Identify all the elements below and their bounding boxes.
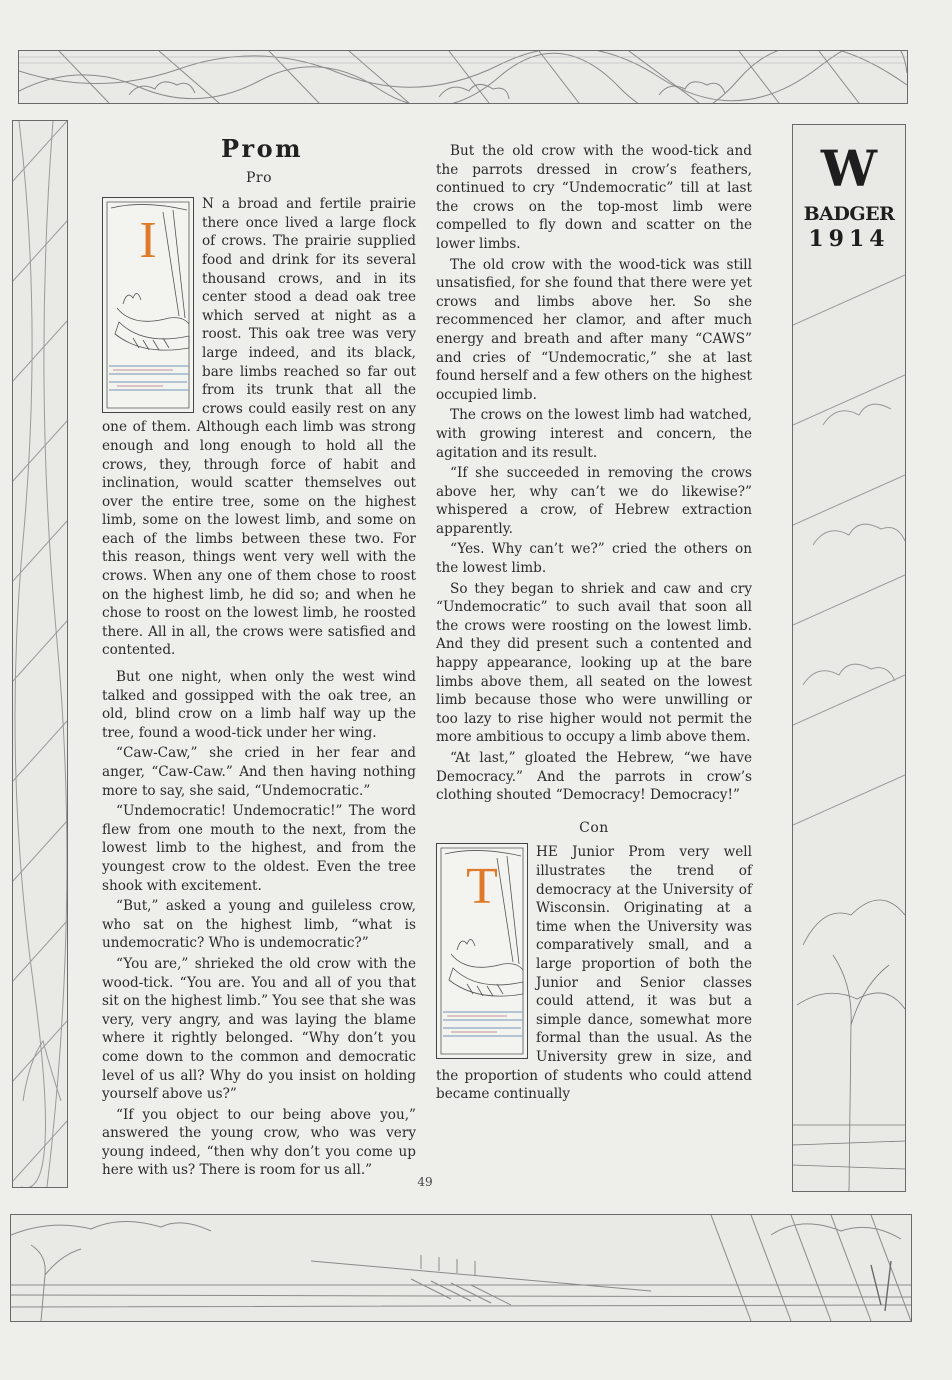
pro-lead-paragraph: N a broad and fertile prairie there once lived a large flock of crows. The prairie supplied food and drink for its several thousand crows, and in its center stood a dead oak tree which served at night as a roost. This oak tree was very large indeed, and its black, bare limbs reached so far out from its trunk that all the crows could easily rest on any one of them. Although each limb was strong enough and long enough to hold all the crows, they, through force of habit and inclination, would scatter themselves out over the entire tree, some on the highest limb, some on the lowest limb, and some on each of the limbs between these two. For this reason, things went very well with the crows. When any one of them chose to roost on the highest limb, he did so; and when he chose to roost on the lowest limb, he roosted there. All in all, the crows were satisfied and contented. [102,196,416,659]
pro-paragraph: “At last,” gloated the Hebrew, “we have Democracy.” And the parrots in crow’s clothing shouted “Democracy! Democracy!” [436,750,752,804]
dropcap-letter-t: T [466,858,498,916]
dropcap-i-illustration [102,197,194,413]
pro-paragraph: “But,” asked a young and guileless crow, who sat on the highest limb, “what is undemocratic? Who is undemocratic?” [102,898,416,952]
bottom-rowing-illustration [10,1214,912,1322]
pro-paragraph: So they began to shriek and caw and cry “Undemocratic” to such avail that soon all the crows were roosting on the lowest limb. And they did present such a contented and happy appearance, looking up at the bare limbs above them, all seated on the lowest limb because those who were unwilling or too lazy to rise higher would not permit the more ambitious to occupy a limb above them. [436,580,752,746]
con-lead-paragraph: HE Junior Prom very well illustrates the trend of democracy at the University of Wisconsin. Originating at a time when the University was comparatively small, and a large proportion of both the Junior and Senior classes could attend, it was but a simple dance, somewhat more formal than the usual. As the University grew in size, and the proportion of students who could attend became continually [436,844,752,1103]
top-decorative-banner [18,50,908,104]
pro-paragraph: But the old crow with the wood-tick and the parrots dressed in crow’s feathers, continued to cry “Undemocratic” till at last the crows on the top-most limb were compelled to fly down and scatter on the lower limbs. [436,143,752,252]
left-decorative-border [12,120,68,1188]
right-sidebar-panel [792,124,906,1192]
pro-heading: Pro [245,169,273,186]
badge-letter: W [820,139,878,198]
dropcap-t-illustration [436,843,528,1059]
article-right-column [436,142,752,1106]
pro-paragraph: “Undemocratic! Undemocratic!” The word flew from one mouth to the next, from the lowest limb to the highest, and from the youngest crow to the oldest. Even the tree shook with excitement. [102,803,416,894]
dropcap-letter-i: I [139,212,157,270]
pro-paragraph: “Yes. Why can’t we?” cried the others on the lowest limb. [436,541,752,577]
article-title: Prom [220,134,304,163]
article-left-column [102,134,416,1182]
pro-paragraph-continued: “If you object to our being above you,” answered the young crow, who was very young indeed, “then why don’t you come up here with us? There is room for us all.” [102,1106,416,1179]
badge-name: BADGER [803,203,895,225]
pro-paragraph: The old crow with the wood-tick was still unsatisfied, for she found that there were yet crows and limbs above her. So she recommenced her clamor, and after much energy and breath and after many “CAWS” and cries of “Undemocratic,” she at last found herself and a few others on the highest occupied limb. [436,256,752,403]
pro-paragraph: The crows on the lowest limb had watched, with growing interest and concern, the agitation and its result. [436,407,752,461]
con-heading: Con [579,819,609,836]
pro-paragraph: But one night, when only the west wind talked and gossipped with the oak tree, an old, blind crow on a limb half way up the tree, found a wood-tick under her wing. [102,669,416,741]
page-number: 49 [417,1175,433,1189]
pro-paragraph: “Caw-Caw,” she cried in her fear and anger, “Caw-Caw.” And then having nothing more to say, she said, “Undemocratic.” [102,745,416,799]
pro-paragraph: “You are,” shrieked the old crow with the wood-tick. “You are. You and all of you that sit on the highest limb.” You see that she was very, very angry, and was laying the blame where it rightly belonged. “Why don’t you come down to the common and democratic level of us all? Why do you insist on holding yourself above us?” [102,955,416,1103]
badge-year: 1914 [808,226,890,252]
pro-paragraph: “If she succeeded in removing the crows above her, why can’t we do likewise?” whispered a crow, of Hebrew extraction apparently. [436,465,752,537]
